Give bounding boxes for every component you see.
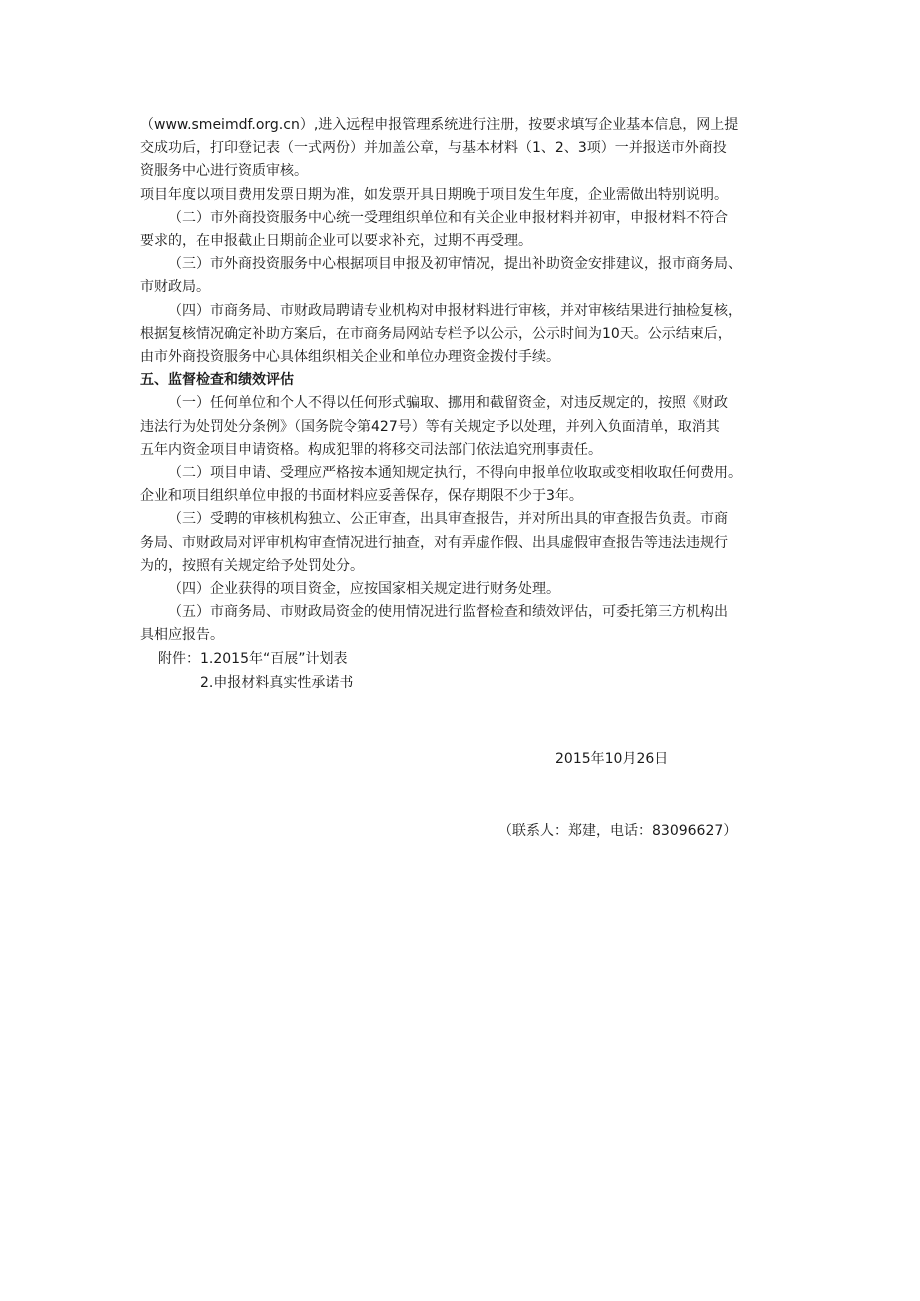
paragraph-line: （www.smeimdf.org.cn）,进入远程申报管理系统进行注册，按要求填写企业基本信息，网上提 — [140, 117, 739, 133]
paragraph-line: 项目年度以项目费用发票日期为准，如发票开具日期晚于项目发生年度，企业需做出特别说明。 — [140, 186, 728, 203]
paragraph-line: （二）市外商投资服务中心统一受理组织单位和有关企业申报材料并初审，申报材料不符合 — [168, 209, 728, 226]
paragraph-line: 资服务中心进行资质审核。 — [140, 163, 308, 180]
paragraph-line: （二）项目申请、受理应严格按本通知规定执行，不得向申报单位收取或变相收取任何费用。 — [168, 465, 742, 482]
contact-info: （联系人：郑建，电话：83096627） — [498, 823, 738, 839]
paragraph-line: 五年内资金项目申请资格。构成犯罪的将移交司法部门依法追究刑事责任。 — [140, 441, 602, 458]
paragraph-line: （三）市外商投资服务中心根据项目申报及初审情况，提出补助资金安排建议，报市商务局、 — [168, 256, 742, 273]
signature-date: 2015年10月26日 — [555, 751, 669, 767]
paragraph-line: 务局、市财政局对评审机构审查情况进行抽查，对有弄虚作假、出具虚假审查报告等违法违规行 — [140, 534, 728, 551]
attachment-line: 2.申报材料真实性承诺书 — [200, 674, 354, 691]
paragraph-line: （四）市商务局、市财政局聘请专业机构对申报材料进行审核，并对审核结果进行抽检复核， — [168, 302, 742, 319]
paragraph-line: （五）市商务局、市财政局资金的使用情况进行监督检查和绩效评估，可委托第三方机构出 — [168, 604, 728, 621]
paragraph-line: （一）任何单位和个人不得以任何形式骗取、挪用和截留资金，对违反规定的，按照《财政 — [168, 395, 728, 412]
paragraph-line: 根据复核情况确定补助方案后，在市商务局网站专栏予以公示，公示时间为10天。公示结束后， — [140, 325, 732, 342]
paragraph-line: 企业和项目组织单位申报的书面材料应妥善保存，保存期限不少于3年。 — [140, 488, 583, 505]
document-body — [140, 114, 800, 695]
paragraph-line: 要求的，在申报截止日期前企业可以要求补充，过期不再受理。 — [140, 233, 532, 250]
paragraph-line: 由市外商投资服务中心具体组织相关企业和单位办理资金拨付手续。 — [140, 349, 560, 366]
paragraph-line: 违法行为处罚处分条例》（国务院令第427号）等有关规定予以处理，并列入负面清单，取消其 — [140, 418, 720, 435]
paragraph-line: 市财政局。 — [140, 279, 210, 296]
paragraph-line: （四）企业获得的项目资金，应按国家相关规定进行财务处理。 — [168, 581, 560, 598]
paragraph-line: 交成功后，打印登记表（一式两份）并加盖公章，与基本材料（1、2、3项）一并报送市外商投 — [140, 140, 727, 157]
paragraph-line: 为的，按照有关规定给予处罚处分。 — [140, 557, 364, 574]
section-heading: 五、监督检查和绩效评估 — [140, 372, 294, 389]
paragraph-line: 具相应报告。 — [140, 627, 224, 644]
paragraph-line: （三）受聘的审核机构独立、公正审查，出具审查报告，并对所出具的审查报告负责。市商 — [168, 511, 728, 528]
attachment-line: 附件：1.2015年“百展”计划表 — [158, 650, 348, 667]
